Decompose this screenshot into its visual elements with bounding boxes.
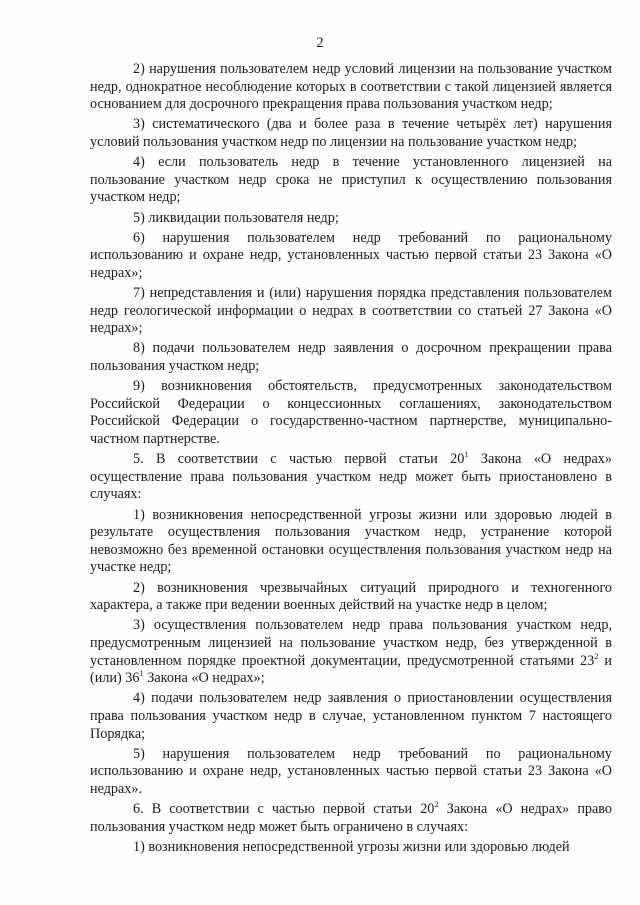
paragraph-clause-7: 7) непредставления и (или) нарушения порядка представления пользователем недр геологической информации о недрах в соответствии со статьей 27 Закона «О недрах»; <box>90 285 612 337</box>
suspension-3-text-start: 3) осуществления пользователем недр права пользования участком недр, предусмотренным лицензией на пользование участком недр, без утвержденной в установленном порядке проектной документации, предусмотренной статьями 23 <box>90 617 612 669</box>
paragraph-suspension-5: 5) нарушения пользователем недр требований по рациональному использованию и охране недр, установленных частью первой статьи 23 Закона «О недрах». <box>90 745 612 797</box>
paragraph-suspension-1: 1) возникновения непосредственной угрозы жизни или здоровью людей в результате осуществления пользования участком недр, устранение которой невозможно без временной остановки осуществления пользования участком недр на участке недр; <box>90 506 612 576</box>
superscript-2: 2 <box>594 650 599 661</box>
superscript-2: 2 <box>434 799 439 810</box>
superscript-1: 1 <box>139 668 144 679</box>
suspension-3-text-end: Закона «О недрах»; <box>143 670 265 687</box>
paragraph-suspension-3 <box>90 617 612 687</box>
page-number: 2 <box>316 35 324 51</box>
paragraph-suspension-2: 2) возникновения чрезвычайных ситуаций природного и техногенного характера, а также при ведении военных действий на участке недр в целом; <box>90 579 612 614</box>
section-5-text-end: Закона «О недрах» осуществление права пользования участком недр может быть приостановлено в случаях: <box>90 451 612 503</box>
paragraph-restriction-1: 1) возникновения непосредственной угрозы жизни или здоровью людей <box>133 838 570 855</box>
section-6-text-start: 6. В соответствии с частью первой статьи 20 <box>133 801 435 818</box>
paragraph-clause-6: 6) нарушения пользователем недр требований по рациональному использованию и охране недр, установленных частью первой статьи 23 Закона «О недрах»; <box>90 229 612 281</box>
paragraph-clause-9: 9) возникновения обстоятельств, предусмотренных законодательством Российской Федерации о концессионных соглашениях, законодательством Российской Федерации о государственно-частном партнерстве, муниципально-частном партнерстве. <box>90 378 612 448</box>
paragraph-section-5 <box>90 451 612 504</box>
paragraph-clause-8: 8) подачи пользователем недр заявления о досрочном прекращении права пользования участком недр; <box>90 340 612 375</box>
suspension-3-text-mid: и (или) 36 <box>90 652 613 687</box>
section-6-text-end: Закона «О недрах» право пользования участком недр может быть ограничено в случаях: <box>90 801 613 835</box>
superscript-1: 1 <box>464 449 469 460</box>
paragraph-clause-5: 5) ликвидации пользователя недр; <box>133 209 339 226</box>
paragraph-clause-4: 4) если пользователь недр в течение установленного лицензией на пользование участком недр срока не приступил к осуществлению пользования участком недр; <box>90 154 612 206</box>
paragraph-section-6 <box>90 801 612 836</box>
section-5-text-start: 5. В соответствии с частью первой статьи 20 <box>133 451 465 468</box>
paragraph-suspension-4: 4) подачи пользователем недр заявления о приостановлении осуществления права пользования участком недр в случае, установленном пунктом 7 настоящего Порядка; <box>90 690 612 742</box>
paragraph-clause-2: 2) нарушения пользователем недр условий лицензии на пользование участком недр, однократное несоблюдение которых в соответствии с такой лицензией является основанием для досрочного прекращения права пользования участком недр; <box>90 61 612 113</box>
document-body <box>90 61 612 859</box>
paragraph-clause-3: 3) систематического (два и более раза в течение четырёх лет) нарушения условий пользования участком недр по лицензии на пользование участком недр; <box>90 116 612 150</box>
